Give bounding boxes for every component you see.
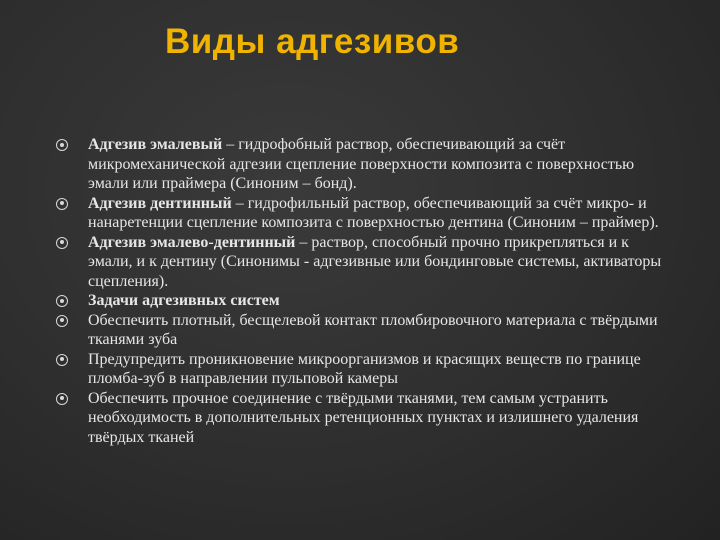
bullet-list [56,135,676,447]
slide-title: Виды адгезивов [165,22,460,61]
bullet-icon [56,393,68,405]
bullet-text: – раствор, способный прочно прикрепляться и к эмали, и к дентину (Синонимы - адгезивные или бондинговые системы, активаторы сцепления). [88,233,662,290]
bullet-icon [56,354,68,366]
list-item [56,350,676,389]
bullet-text: – гидрофобный раствор, обеспечивающий за счёт микромеханической адгезии сцепление поверхности композита с поверхностью эмали или праймера (Синоним – бонд). [88,136,635,192]
bullet-text: Обеспечить плотный, бесщелевой контакт пломбировочного материала с твёрдыми тканями зуба [88,311,658,348]
bullet-icon [56,237,68,249]
bullet-icon [56,139,68,151]
bullet-text: Предупредить проникновение микроорганизмов и красящих веществ по границе пломба-зуб в направлении пульповой камеры [88,350,641,387]
bullet-bold: Адгезив эмалево-дентинный [88,233,296,251]
list-item [56,194,676,233]
bullet-icon [56,315,68,327]
bullet-text: Обеспечить прочное соединение с твёрдыми тканями, тем самым устранить необходимость в дополнительных ретенционных пунктах и излишнего удаления твёрдых тканей [88,389,639,446]
bullet-icon [56,198,68,210]
bullet-bold: Задачи адгезивных систем [88,292,280,309]
bullet-text: – гидрофильный раствор, обеспечивающий за счёт микро- и нанаретенции сцепление композита с поверхностью дентина (Синоним – праймер). [88,194,659,231]
list-item [56,291,676,311]
list-item [56,233,676,292]
bullet-bold: Адгезив дентинный [88,194,232,212]
list-item [56,135,676,194]
list-item [56,311,676,350]
list-item [56,389,676,448]
bullet-bold: Адгезив эмалевый [88,136,223,153]
bullet-icon [56,295,68,307]
